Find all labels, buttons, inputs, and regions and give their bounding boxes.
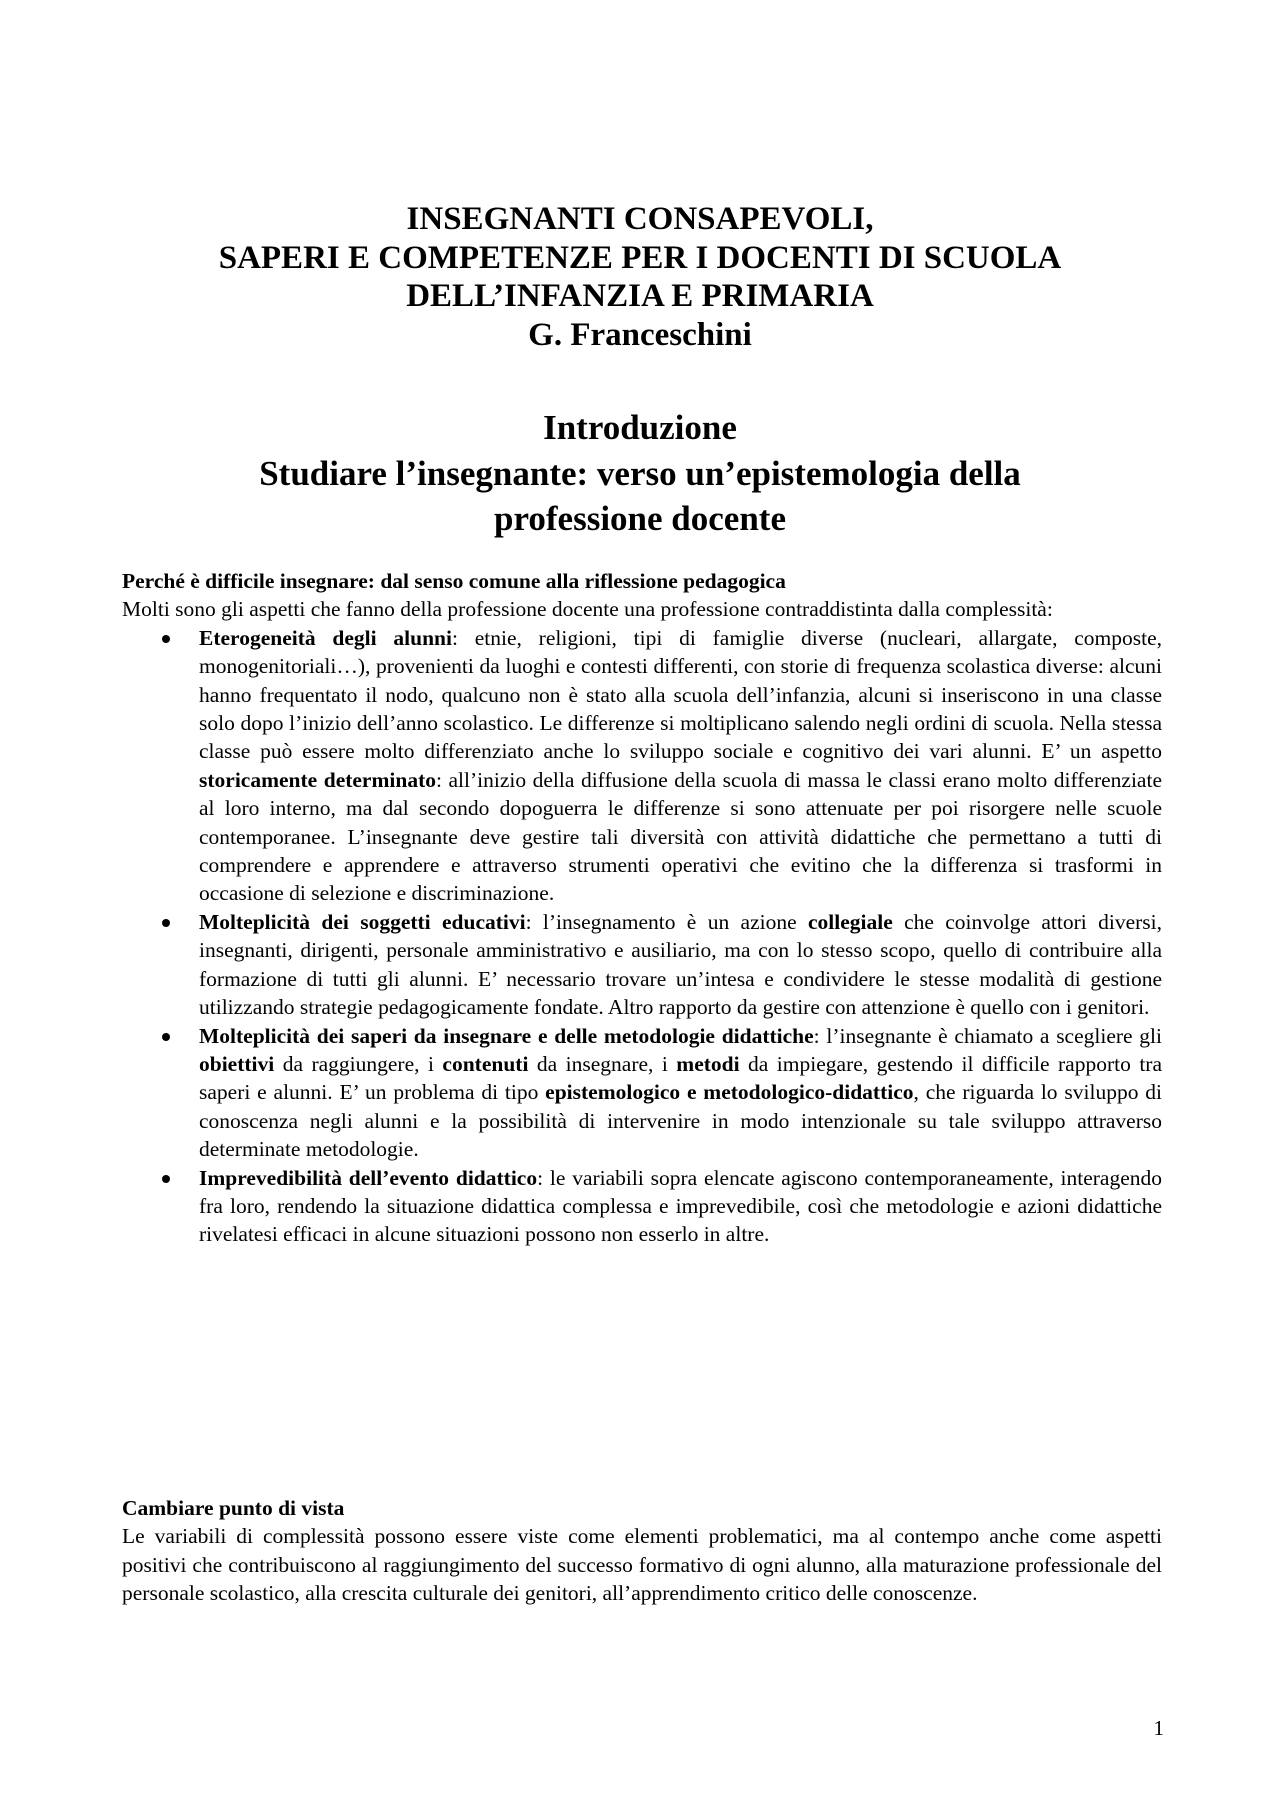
bullet-text: : etnie, religioni, tipi di famiglie diverse (nucleari, allargate, composte, monogenitoriali…), provenienti da luoghi e contesti differenti, con storie di frequenza scolastica diverse: alcuni hanno frequentato il nodo, qualcuno non è stato alla scuola dell’infanzia, alcuni si inseriscono in una classe solo dopo l’inizio dell’anno scolastico. Le differenze si moltiplicano salendo negli ordini di scuola. Nella stessa classe può essere molto differenziato anche lo sviluppo sociale e cognitivo dei vari alunni. E’ un aspetto <box>199 625 1163 764</box>
section-change-viewpoint <box>122 1494 1162 1608</box>
list-item <box>122 1164 1162 1249</box>
bullet-text: da raggiungere, i <box>274 1051 443 1076</box>
bullet-term: obiettivi <box>199 1051 275 1076</box>
section-heading: Perché è difficile insegnare: dal senso comune alla riflessione pedagogica <box>122 569 786 593</box>
bullet-term: metodi <box>676 1051 740 1076</box>
bullet-text: : l’insegnamento è un azione <box>525 909 808 934</box>
introduction-heading: Introduzione <box>543 408 737 447</box>
bullet-term: epistemologico e metodologico-didattico <box>545 1080 914 1105</box>
introduction-subtitle-line-2: professione docente <box>494 499 786 538</box>
section-intro-paragraph: Molti sono gli aspetti che fanno della professione docente una professione contraddistinta dalla complessità: <box>122 597 1053 622</box>
bullet-icon <box>162 919 170 927</box>
author: G. Franceschini <box>528 316 752 353</box>
bullet-text: da impiegare, gestendo il difficile rapporto tra saperi e alunni. E’ un problema di tipo <box>199 1051 1163 1105</box>
complexity-list <box>122 624 1162 1249</box>
bullet-term: contenuti <box>442 1051 529 1076</box>
title-line-2: SAPERI E COMPETENZE PER I DOCENTI DI SCUOLA <box>218 239 1062 276</box>
section-difficulty <box>122 567 1162 1249</box>
bullet-icon <box>162 1033 170 1041</box>
bullet-text: che coinvolge attori diversi, insegnanti, dirigenti, personale amministrativo e ausiliario, ma con lo stesso scopo, quello di contribuire alla formazione di tutti gli alunni. E’ necessario trovare un’intesa e condividere le stesse modalità di gestione utilizzando strategie pedagogicamente fondate. Altro rapporto da gestire con attenzione è quello con i genitori. <box>199 909 1162 1020</box>
bullet-term: Eterogeneità degli alunni <box>199 625 452 650</box>
page-number: 1 <box>1153 1716 1164 1740</box>
title-line-1: INSEGNANTI CONSAPEVOLI, <box>406 201 874 237</box>
introduction-heading-block <box>100 405 1180 542</box>
introduction-subtitle-line-1: Studiare l’insegnante: verso un’epistemologia della <box>259 453 1021 493</box>
bullet-term: Molteplicità dei soggetti educativi <box>199 909 526 934</box>
bullet-term: collegiale <box>807 909 893 934</box>
bullet-term: Imprevedibilità dell’evento didattico <box>199 1165 538 1190</box>
document-title <box>100 200 1180 354</box>
section-paragraph: Le variabili di complessità possono essere viste come elementi problematici, ma al contempo anche come aspetti positivi che contribuiscono al raggiungimento del successo formativo di ogni alunno, alla maturazione professionale del personale scolastico, alla crescita culturale dei genitori, all’apprendimento critico delle conoscenze. <box>122 1524 1162 1606</box>
list-item <box>122 908 1162 1022</box>
title-line-3: DELL’INFANZIA E PRIMARIA <box>406 278 874 314</box>
bullet-term: storicamente determinato <box>199 767 436 792</box>
bullet-text: da insegnare, i <box>528 1051 677 1076</box>
list-item <box>122 1022 1162 1164</box>
bullet-text: : l’insegnante è chiamato a scegliere gli <box>813 1023 1163 1048</box>
bullet-icon <box>162 635 170 643</box>
list-item <box>122 624 1162 908</box>
section-heading: Cambiare punto di vista <box>122 1496 345 1520</box>
bullet-term: Molteplicità dei saperi da insegnare e delle metodologie didattiche <box>199 1023 814 1048</box>
bullet-text: : all’inizio della diffusione della scuola di massa le classi erano molto differenziate al loro interno, ma dal secondo dopoguerra le differenze si sono attenuate per poi risorgere nelle scuole contemporanee. L’insegnante deve gestire tali diversità con attività didattiche che permettano a tutti di comprendere e apprendere e attraverso strumenti operativi che evitino che la differenza si trasformi in occasione di selezione e discriminazione. <box>199 767 1162 906</box>
bullet-icon <box>162 1175 170 1183</box>
bullet-text: : le variabili sopra elencate agiscono contemporaneamente, interagendo fra loro, rendendo la situazione didattica complessa e imprevedibile, così che metodologie e azioni didattiche rivelatesi efficaci in alcune situazioni possono non esserlo in altre. <box>199 1165 1162 1247</box>
bullet-text: , che riguarda lo sviluppo di conoscenza negli alunni e la possibilità di intervenire in modo intenzionale su tale sviluppo attraverso determinate metodologie. <box>199 1080 1162 1162</box>
